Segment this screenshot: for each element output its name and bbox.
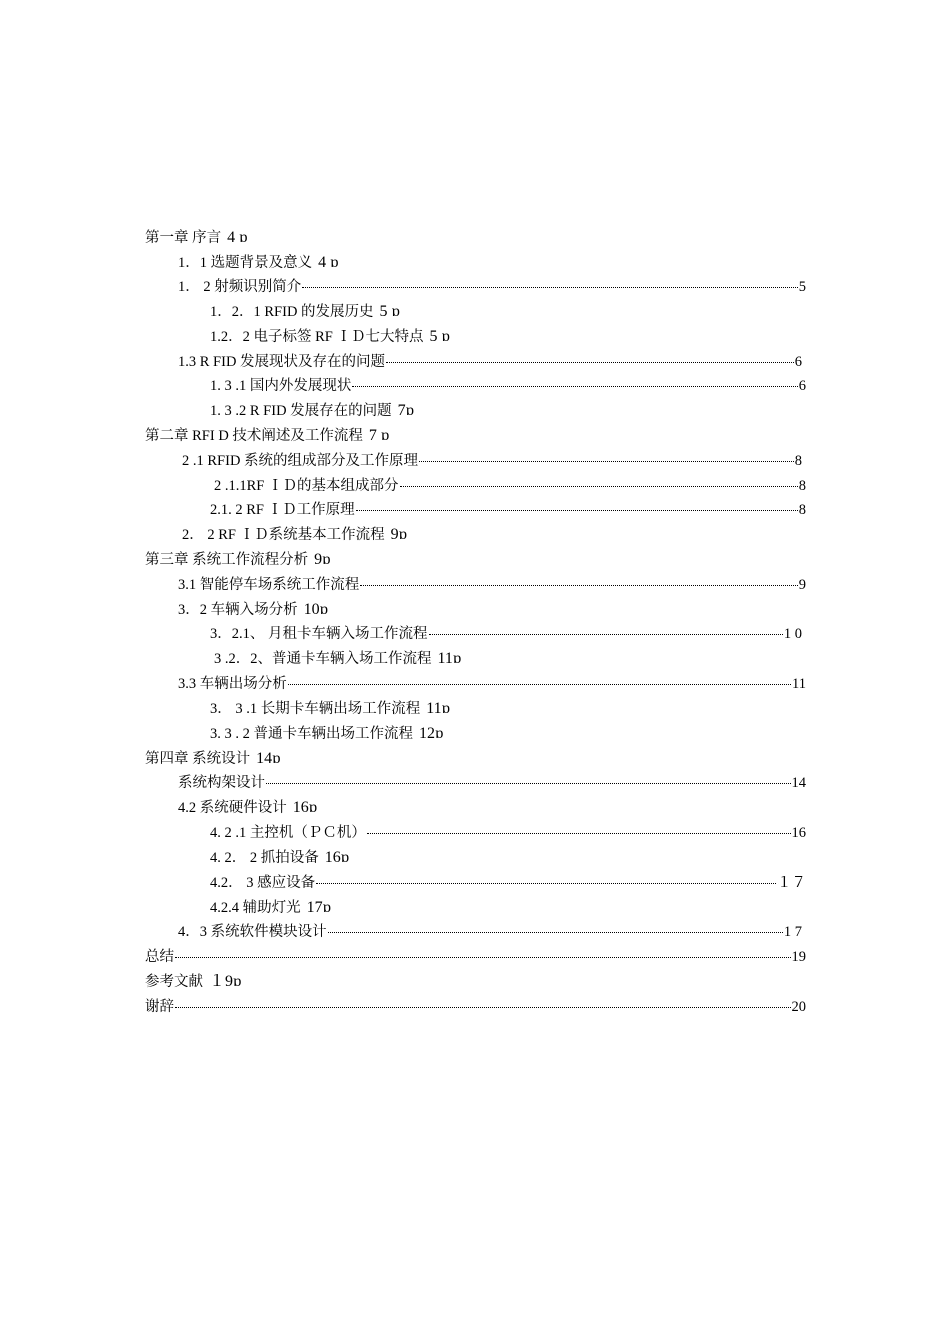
toc-entry-title: 1．2．1 RFID 的发展历史: [210, 304, 374, 320]
toc-entry-title: 2 .1 RFID 系统的组成部分及工作原理: [182, 453, 419, 469]
toc-entry-title: 4. 2． 2 抓拍设备: [210, 850, 319, 866]
toc-entry-title: 4.2.4 辅助灯光: [210, 900, 301, 916]
toc-entry-page: 16: [791, 825, 806, 841]
toc-entry-page: 1 7: [783, 924, 802, 940]
toc-entry-page: 20: [791, 999, 806, 1015]
toc-entry: [210, 622, 802, 646]
toc-entry: [145, 995, 806, 1019]
toc-entry: [210, 399, 414, 423]
toc-entry-page: 16ɒ: [324, 849, 350, 866]
toc-entry: [210, 821, 806, 845]
toc-entry-page: 8: [798, 478, 806, 494]
toc-entry-title: 2． 2 RF ＩＤ系统基本工作流程: [182, 527, 385, 543]
toc-entry: [178, 796, 317, 820]
toc-entry: [210, 498, 806, 522]
toc-entry-title: 1. 3 .1 国内外发展现状: [210, 378, 352, 394]
toc-entry: [145, 747, 281, 771]
toc-entry: [182, 523, 407, 547]
toc-entry: [210, 871, 806, 895]
toc-entry: [145, 945, 806, 969]
toc-entry-title: 3. 3 . 2 普通卡车辆出场工作流程: [210, 726, 413, 742]
toc-entry: [178, 771, 806, 795]
toc-entry: [178, 251, 339, 275]
toc-entry: [210, 374, 806, 398]
toc-entry: [182, 449, 802, 473]
toc-entry-page: １７: [777, 875, 806, 891]
toc-entry-page: 8: [798, 502, 806, 518]
toc-entry-page: 8: [794, 453, 802, 469]
toc-entry-page: 1 0: [783, 626, 802, 642]
toc-entry-title: 3．2.1、 月租卡车辆入场工作流程: [210, 626, 428, 642]
toc-entry-page: 11ɒ: [437, 650, 462, 667]
toc-entry-title: 4. 2 .1 主控机（ＰＣ机）: [210, 825, 366, 841]
toc-entry-page: 6: [794, 354, 802, 370]
dot-leader: [356, 510, 798, 511]
toc-entry-title: 3.3 车辆出场分析: [178, 676, 287, 692]
toc-entry-title: 1.3 R FID 发展现状及存在的问题: [178, 354, 386, 370]
dot-leader: [352, 386, 797, 387]
toc-entry: [178, 350, 802, 374]
toc-entry-page: 4 ɒ: [227, 229, 248, 246]
dot-leader: [419, 461, 794, 462]
toc-entry-title: 第三章 系统工作流程分析: [145, 552, 309, 568]
toc-entry: [145, 970, 241, 994]
toc-entry: [210, 896, 331, 920]
toc-entry-title: 3． 3 .1 长期卡车辆出场工作流程: [210, 701, 421, 717]
toc-entry-title: 4.2． 3 感应设备: [210, 875, 316, 891]
dot-leader: [302, 287, 798, 288]
toc-entry-title: 2.1. 2 RF ＩＤ工作原理: [210, 502, 355, 518]
toc-entry: [178, 275, 806, 299]
toc-entry-title: 1．1 选题背景及意义: [178, 255, 313, 271]
toc-entry-page: 7 ɒ: [368, 427, 390, 444]
toc-entry: [210, 846, 349, 870]
toc-entry-title: 第一章 序言: [145, 230, 222, 246]
toc-entry-title: 谢辞: [145, 999, 174, 1015]
toc-entry-page: 9ɒ: [390, 526, 407, 543]
toc-entry: [210, 722, 443, 746]
dot-leader: [386, 362, 794, 363]
toc-entry-page: 14ɒ: [256, 750, 281, 767]
dot-leader: [316, 883, 776, 884]
toc-entry-page: 19: [791, 949, 806, 965]
dot-leader: [360, 585, 798, 586]
toc-entry-page: 7ɒ: [397, 402, 415, 419]
toc-entry: [210, 300, 400, 324]
toc-entry: [178, 598, 328, 622]
toc-entry-page: 16ɒ: [292, 799, 318, 816]
toc-entry-page: 5: [798, 279, 806, 295]
toc-entry-title: 第四章 系统设计: [145, 751, 251, 767]
toc-entry-page: 17ɒ: [306, 899, 331, 916]
toc-entry: [145, 226, 248, 250]
dot-leader: [328, 932, 783, 933]
toc-entry-page: 14: [791, 775, 806, 791]
toc-entry: [145, 548, 331, 572]
toc-entry-title: 系统构架设计: [178, 775, 265, 791]
toc-entry: [214, 474, 806, 498]
toc-entry-title: 总结: [145, 949, 174, 965]
toc-entry-page: １9ɒ: [209, 973, 242, 990]
toc-entry: [210, 325, 450, 349]
toc-entry: [178, 920, 802, 944]
toc-entry-title: 4.2 系统硬件设计: [178, 800, 287, 816]
toc-entry: [178, 573, 806, 597]
toc-entry: [178, 672, 806, 696]
dot-leader: [266, 783, 791, 784]
toc-entry-page: 4 ɒ: [318, 254, 339, 271]
toc-entry-title: 3 .2．2、普通卡车辆入场工作流程: [214, 651, 432, 667]
toc-entry-title: 参考文献: [145, 974, 203, 990]
toc-entry-title: 3．2 车辆入场分析: [178, 602, 298, 618]
dot-leader: [175, 957, 791, 958]
toc-entry-title: 第二章 RFI D 技术阐述及工作流程: [145, 428, 363, 444]
dot-leader: [429, 634, 783, 635]
toc-entry-page: 12ɒ: [419, 725, 444, 742]
toc-entry: [214, 647, 461, 671]
dot-leader: [367, 833, 791, 834]
toc-entry-title: 1． 2 射频识别简介: [178, 279, 302, 295]
toc-entry-title: 2 .1.1RF ＩＤ的基本组成部分: [214, 478, 399, 494]
toc-entry-page: 5 ɒ: [379, 303, 400, 320]
toc-entry-title: 4．3 系统软件模块设计: [178, 924, 327, 940]
toc-entry-page: 6: [798, 378, 806, 394]
toc-entry-page: 9: [798, 577, 806, 593]
toc-entry-page: 10ɒ: [303, 601, 328, 618]
toc-entry-title: 1.2．2 电子标签 RF ＩＤ七大特点: [210, 329, 424, 345]
toc-entry-page: 11: [792, 676, 806, 692]
dot-leader: [175, 1007, 791, 1008]
toc-entry: [145, 424, 389, 448]
toc-entry-page: 9ɒ: [314, 551, 331, 568]
toc-entry-title: 3.1 智能停车场系统工作流程: [178, 577, 360, 593]
toc-entry-page: 5 ɒ: [429, 328, 450, 345]
toc-entry: [210, 697, 450, 721]
dot-leader: [400, 486, 798, 487]
dot-leader: [288, 684, 791, 685]
toc-entry-page: 11ɒ: [426, 700, 451, 717]
toc-entry-title: 1. 3 .2 R FID 发展存在的问题: [210, 403, 392, 419]
